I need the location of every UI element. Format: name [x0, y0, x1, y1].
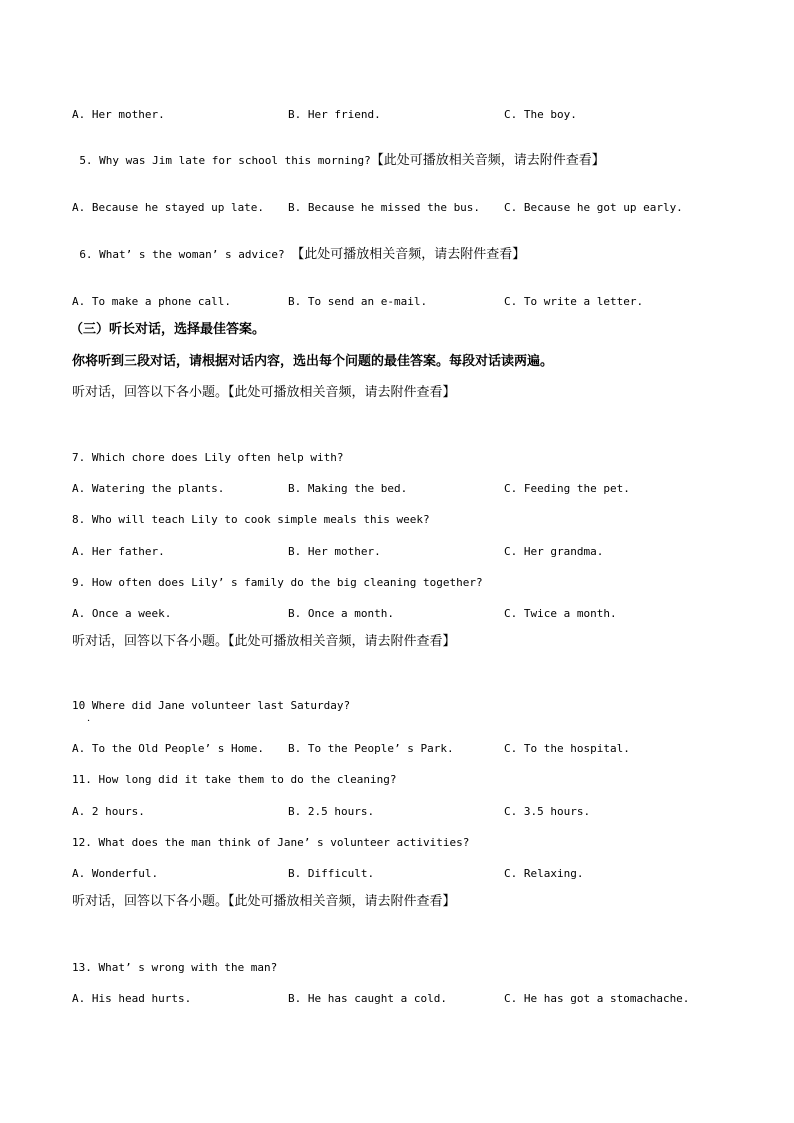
- q11-option-a: A. 2 hours.: [72, 805, 145, 818]
- q6-audio-link[interactable]: 【此处可播放相关音频，请去附件查看】: [291, 247, 526, 262]
- q8-options: [72, 544, 722, 560]
- q5-stem: 5. Why was Jim late for school this morning?: [79, 154, 371, 167]
- q8-option-a: A. Her father.: [72, 545, 165, 558]
- q10-option-a: A. To the Old People’ s Home.: [72, 742, 265, 755]
- q9-options: [72, 606, 722, 622]
- q11-stem: 11. How long did it take them to do the cleaning?: [72, 773, 397, 786]
- q10-stem: 10 Where did Jane volunteer last Saturday?: [72, 699, 351, 712]
- q4-option-a: A. Her mother.: [72, 108, 165, 121]
- q12-option-b: B. Difficult.: [288, 867, 375, 880]
- q5-stem-line: [72, 136, 605, 169]
- q12-option-c: C. Relaxing.: [504, 867, 584, 880]
- q13-option-b: B. He has caught a cold.: [288, 992, 447, 1005]
- q9-option-a: A. Once a week.: [72, 607, 172, 620]
- q5-option-b: B. Because he missed the bus.: [288, 201, 481, 214]
- q4-option-c: C. The boy.: [504, 108, 577, 121]
- q6-stem: 6. What’ s the woman’ s advice?: [79, 248, 292, 261]
- q11-options: [72, 804, 722, 820]
- q6-options: [72, 294, 722, 310]
- q6-stem-line: [72, 230, 525, 263]
- q12-option-a: A. Wonderful.: [72, 867, 159, 880]
- q11-option-b: B. 2.5 hours.: [288, 805, 375, 818]
- q5-audio-link[interactable]: 【此处可播放相关音频，请去附件查看】: [370, 153, 605, 168]
- q7-options: [72, 481, 722, 497]
- q12-stem: 12. What does the man think of Jane’ s volunteer activities?: [72, 836, 470, 849]
- q10-stray-dot: ．: [87, 713, 97, 724]
- q13-option-c: C. He has got a stomachache.: [504, 992, 690, 1005]
- q5-options: [72, 200, 722, 216]
- dialog-prompt-1[interactable]: 听对话，回答以下各小题。【此处可播放相关音频，请去附件查看】: [72, 385, 456, 400]
- q10-options: [72, 741, 722, 757]
- q7-option-a: A. Watering the plants.: [72, 482, 225, 495]
- q10-option-c: C. To the hospital.: [504, 742, 630, 755]
- q9-stem: 9. How often does Lily’ s family do the big cleaning together?: [72, 576, 483, 589]
- q7-option-c: C. Feeding the pet.: [504, 482, 630, 495]
- q4-option-b: B. Her friend.: [288, 108, 381, 121]
- q6-option-b: B. To send an e-mail.: [288, 295, 428, 308]
- q6-option-c: C. To write a letter.: [504, 295, 644, 308]
- q5-option-c: C. Because he got up early.: [504, 201, 683, 214]
- dialog-prompt-2[interactable]: 听对话，回答以下各小题。【此处可播放相关音频，请去附件查看】: [72, 634, 456, 649]
- section3-instruction: 你将听到三段对话，请根据对话内容，选出每个问题的最佳答案。每段对话读两遍。: [72, 354, 554, 369]
- q4-options: [72, 107, 722, 123]
- q7-option-b: B. Making the bed.: [288, 482, 408, 495]
- q8-option-b: B. Her mother.: [288, 545, 381, 558]
- dialog-prompt-3[interactable]: 听对话，回答以下各小题。【此处可播放相关音频，请去附件查看】: [72, 894, 456, 909]
- q6-option-a: A. To make a phone call.: [72, 295, 231, 308]
- q5-option-a: A. Because he stayed up late.: [72, 201, 265, 214]
- q8-stem: 8. Who will teach Lily to cook simple meals this week?: [72, 513, 430, 526]
- q9-option-c: C. Twice a month.: [504, 607, 617, 620]
- q11-option-c: C. 3.5 hours.: [504, 805, 591, 818]
- q13-option-a: A. His head hurts.: [72, 992, 192, 1005]
- q10-option-b: B. To the People’ s Park.: [288, 742, 454, 755]
- q13-stem: 13. What’ s wrong with the man?: [72, 961, 278, 974]
- q9-option-b: B. Once a month.: [288, 607, 394, 620]
- section3-title: （三）听长对话，选择最佳答案。: [70, 322, 266, 337]
- q12-options: [72, 866, 722, 882]
- q13-options: [72, 991, 722, 1007]
- q8-option-c: C. Her grandma.: [504, 545, 604, 558]
- q7-stem: 7. Which chore does Lily often help with?: [72, 451, 344, 464]
